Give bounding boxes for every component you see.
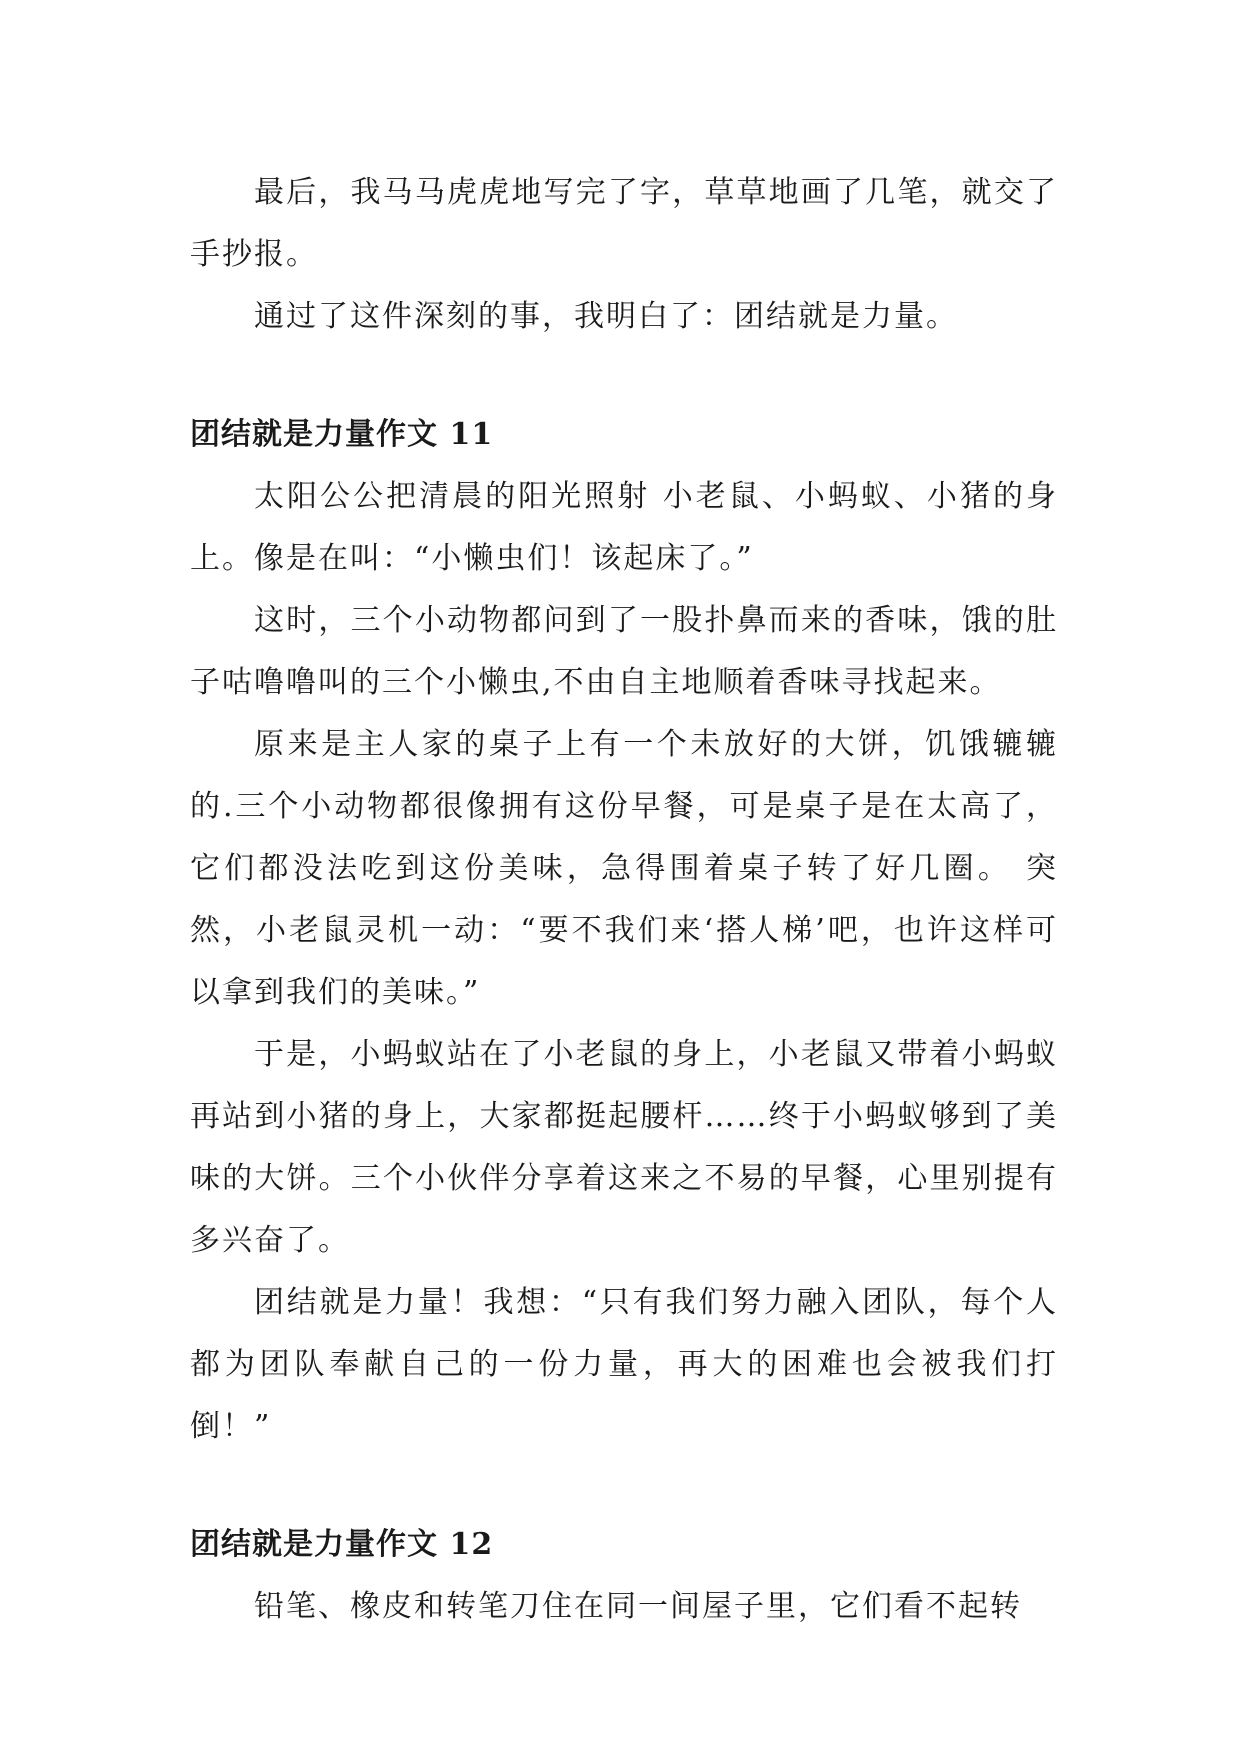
essay-title-12: 团结就是力量作文 12 [190,1527,494,1562]
paragraph: 于是，小蚂蚁站在了小老鼠的身上，小老鼠又带着小蚂蚁再站到小猪的身上，大家都挺起腰杆……终于小蚂蚁够到了美味的大饼。三个小伙伴分享着这来之不易的早餐，心里别提有多兴奋了。 [190,1037,1058,1258]
paragraph: 最后，我马马虎虎地写完了字，草草地画了几笔，就交了手抄报。 [190,175,1058,272]
paragraph: 这时，三个小动物都问到了一股扑鼻而来的香味，饿的肚子咕噜噜叫的三个小懒虫,不由自主地顺着香味寻找起来。 [190,603,1058,700]
paragraph: 团结就是力量！我想：“只有我们努力融入团队，每个人都为团队奉献自己的一份力量，再大的困难也会被我们打倒！” [190,1285,1058,1444]
paragraph: 原来是主人家的桌子上有一个未放好的大饼，饥饿辘辘的.三个小动物都很像拥有这份早餐，可是桌子是在太高了，它们都没法吃到这份美味，急得围着桌子转了好几圈。 突然，小老鼠灵机一动：“要不我们来‘搭人梯’吧，也许这样可以拿到我们的美味。” [190,727,1058,1010]
essay-title-11: 团结就是力量作文 11 [190,417,494,452]
paragraph: 太阳公公把清晨的阳光照射 小老鼠、小蚂蚁、小猪的身上。像是在叫：“小懒虫们！该起床了。” [190,479,1058,576]
paragraph: 铅笔、橡皮和转笔刀住在同一间屋子里，它们看不起转 [254,1589,1022,1624]
document-body [190,162,1058,1638]
paragraph: 通过了这件深刻的事，我明白了：团结就是力量。 [254,299,958,334]
